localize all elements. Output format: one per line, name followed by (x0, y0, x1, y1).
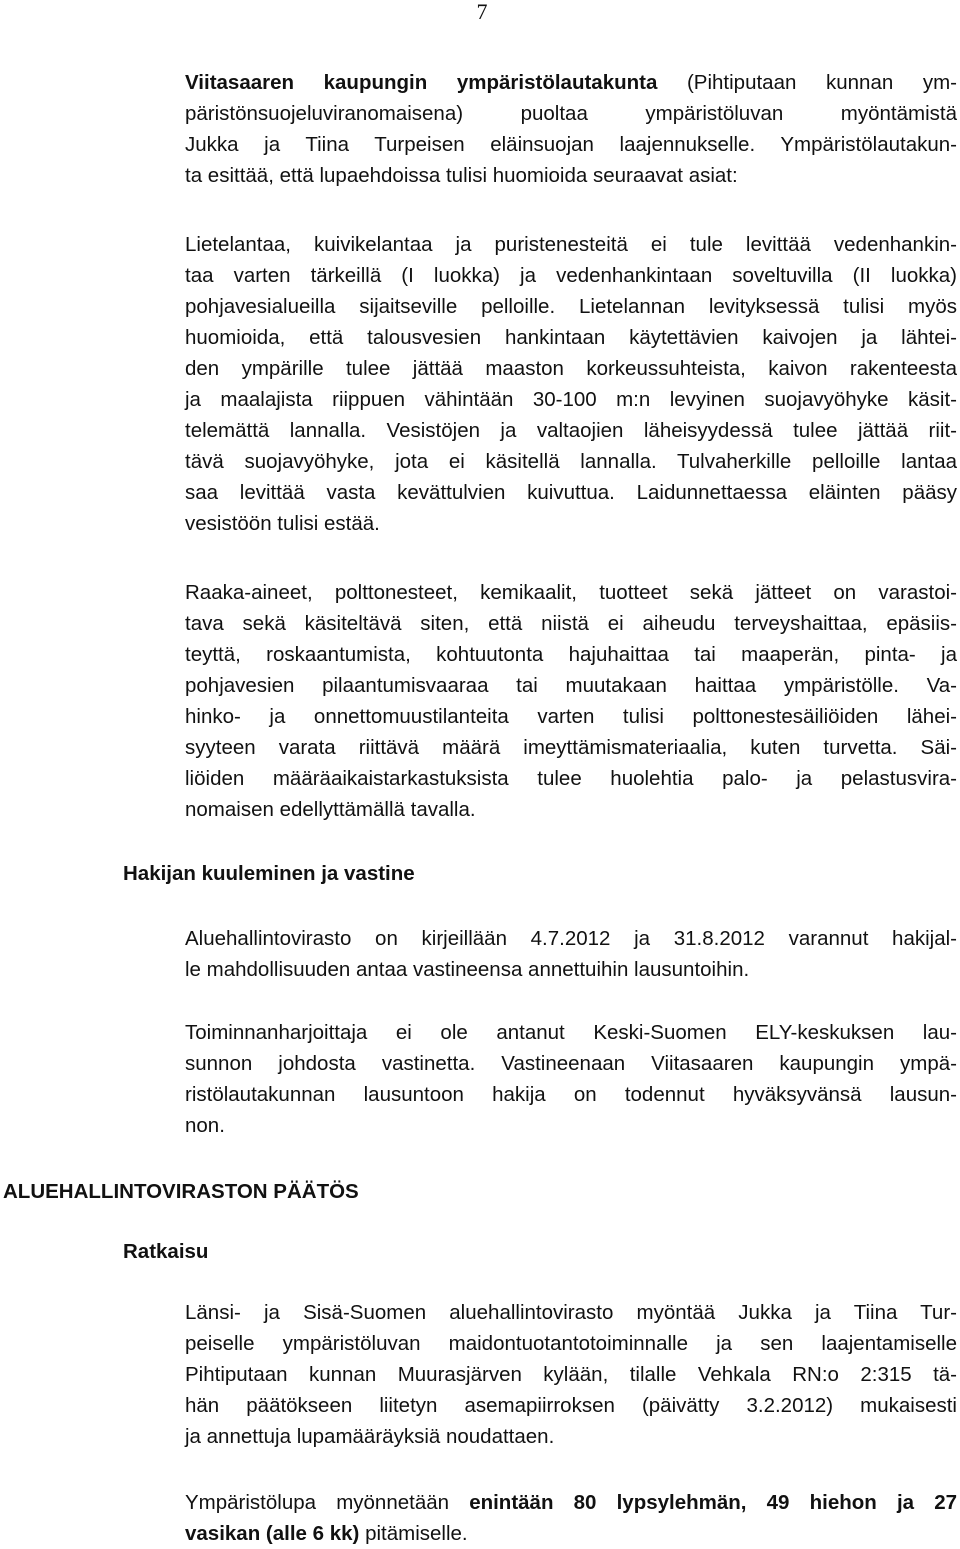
text-line: non. (185, 1114, 225, 1137)
text-line: huomioida, että talousvesien hankintaan käytettävien kaivojen ja lähtei- (185, 326, 957, 349)
text-line: le mahdollisuuden antaa vastineensa annettuihin lausuntoihin. (185, 958, 750, 981)
bold-lead: Viitasaaren kaupungin ympäristölautakunta (185, 71, 658, 94)
section-heading-hakijan-kuuleminen: Hakijan kuuleminen ja vastine (123, 862, 415, 885)
text-line: den ympärille tulee jättää maaston korkeussuhteista, kaivon rakenteesta (185, 357, 957, 380)
text-line: ja annettuja lupamääräyksiä noudattaen. (185, 1425, 555, 1448)
text-line: saa levittää vasta kevättulvien kuivuttua. Laidunnettaessa eläinten pääsy (185, 481, 957, 504)
paragraph-aluehallintovirasto-kirjeet (185, 923, 957, 985)
text-line: vasikan (alle 6 kk) pitämiselle. (185, 1522, 468, 1545)
text-line: teyttä, roskaantumista, kohtuutonta hajuhaittaa tai maaperän, pinta- ja (185, 643, 957, 666)
text-line: taa varten tärkeillä (I luokka) ja vedenhankintaan soveltuvilla (II luokka) (185, 264, 957, 287)
text-line: Länsi- ja Sisä-Suomen aluehallintovirasto myöntää Jukka ja Tiina Tur- (185, 1301, 957, 1324)
paragraph-lautakunta-statement (185, 67, 957, 191)
text-line: Viitasaaren kaupungin ympäristölautakunta (Pihtiputaan kunnan ym- (185, 71, 958, 94)
text-line: Toiminnanharjoittaja ei ole antanut Keski-Suomen ELY-keskuksen lau- (185, 1021, 957, 1044)
text-line: tävä suojavyöhyke, jota ei käsitellä lannalla. Tulvaherkille pelloille lantaa (185, 450, 957, 473)
text-line: peiselle ympäristöluvan maidontuotantotoiminnalle ja sen laajentamiselle (185, 1332, 957, 1355)
text-line: Raaka-aineet, polttonesteet, kemikaalit, tuotteet sekä jätteet on varastoi- (185, 581, 957, 604)
paragraph-ratkaisu-lupa (185, 1297, 957, 1452)
text-line: vesistöön tulisi estää. (185, 512, 380, 535)
text-line: Jukka ja Tiina Turpeisen eläinsuojan laajennukselle. Ympäristölautakun- (185, 133, 957, 156)
paragraph-elainmaarat (185, 1487, 957, 1549)
text-line: syyteen varata riittävä määrä imeyttämismateriaalia, kuten turvetta. Säi- (185, 736, 957, 759)
page-number: 7 (476, 0, 488, 24)
text-line: pohjavesien pilaantumisvaaraa tai muutakaan haittaa ympäristölle. Va- (185, 674, 957, 697)
text-line: hän päätökseen liitetyn asemapiirroksen (päivätty 3.2.2012) mukaisesti (185, 1394, 957, 1417)
text-line: päristönsuojeluviranomaisena) puoltaa ympäristöluvan myöntämistä (185, 102, 957, 125)
text-line: liöiden määräaikaistarkastuksista tulee huolehtia palo- ja pelastusvira- (185, 767, 957, 790)
paragraph-varastointi (185, 577, 957, 825)
text-line: Aluehallintovirasto on kirjeillään 4.7.2012 ja 31.8.2012 varannut hakijal- (185, 927, 957, 950)
text-line: nomaisen edellyttämällä tavalla. (185, 798, 476, 821)
section-heading-ratkaisu: Ratkaisu (123, 1240, 209, 1263)
text-line: Ympäristölupa myönnetään enintään 80 lypsylehmän, 49 hiehon ja 27 (185, 1491, 957, 1514)
paragraph-lanta-levitys (185, 229, 957, 539)
text-line: Lietelantaa, kuivikelantaa ja puristenesteitä ei tule levittää vedenhankin- (185, 233, 957, 256)
paragraph-toiminnanharjoittaja (185, 1017, 957, 1141)
text-line: pohjavesialueilla sijaitseville pelloille. Lietelannan levityksessä tulisi myös (185, 295, 957, 318)
text-line: sunnon johdosta vastinetta. Vastineenaan Viitasaaren kaupungin ympä- (185, 1052, 957, 1075)
text-line: tava sekä käsiteltävä siten, että niistä ei aiheudu terveyshaittaa, epäsiis- (185, 612, 957, 635)
main-heading-paatos: ALUEHALLINTOVIRASTON PÄÄTÖS (3, 1180, 359, 1203)
text-line: ja maalajista riippuen vähintään 30-100 m:n levyinen suojavyöhyke käsit- (185, 388, 957, 411)
text-line: telemättä lannalla. Vesistöjen ja valtaojien läheisyydessä tulee jättää riit- (185, 419, 957, 442)
text-line: ta esittää, että lupaehdoissa tulisi huomioida seuraavat asiat: (185, 164, 738, 187)
bold-calves: vasikan (alle 6 kk) (185, 1522, 360, 1545)
bold-animal-counts: enintään 80 lypsylehmän, 49 hiehon ja 27 (469, 1491, 957, 1514)
text-line: ristölautakunnan lausuntoon hakija on todennut hyväksyvänsä lausun- (185, 1083, 957, 1106)
text-line: hinko- ja onnettomuustilanteita varten tulisi polttonestesäiliöiden lähei- (185, 705, 957, 728)
text-line: Pihtiputaan kunnan Muurasjärven kylään, tilalle Vehkala RN:o 2:315 tä- (185, 1363, 957, 1386)
